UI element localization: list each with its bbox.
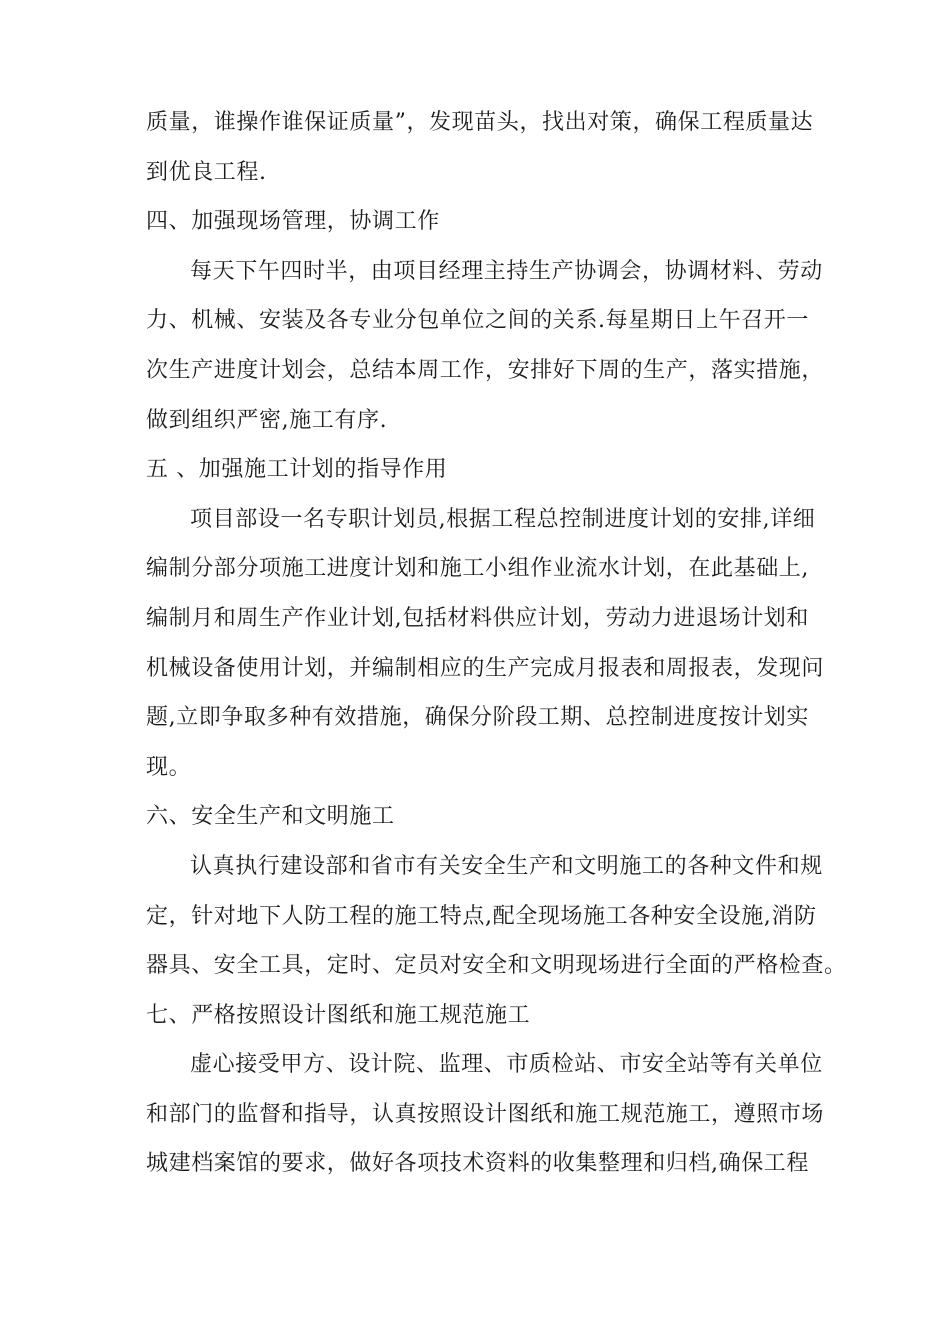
- text-line: 器具、安全工具，定时、定员对安全和文明现场进行全面的严格检查。: [146, 953, 847, 979]
- section-heading: 六、安全生产和文明施工: [146, 804, 395, 830]
- text-line: 做到组织严密,施工有序.: [146, 407, 388, 433]
- paragraph-first-line: 每天下午四时半，由项目经理主持生产协调会，协调材料、劳动: [190, 258, 823, 284]
- text-line: 质量，谁操作谁保证质量”，发现苗头，找出对策，确保工程质量达: [146, 110, 814, 135]
- paragraph-first-line: 虚心接受甲方、设计院、监理、市质检站、市安全站等有关单位: [190, 1052, 823, 1078]
- section-heading: 四、加强现场管理，协调工作: [146, 209, 440, 235]
- paragraph-first-line: 项目部设一名专职计划员,根据工程总控制进度计划的安排,详细: [190, 506, 816, 532]
- text-line: 题,立即争取多种有效措施，确保分阶段工期、总控制进度按计划实: [146, 705, 809, 731]
- text-line: 编制分部分项施工进度计划和施工小组作业流水计划，在此基础上,: [146, 556, 809, 582]
- section-heading: 七、严格按照设计图纸和施工规范施工: [146, 1002, 531, 1028]
- text-line: 到优良工程.: [146, 159, 267, 185]
- text-line: 和部门的监督和指导，认真按照设计图纸和施工规范施工，遵照市场: [146, 1101, 825, 1127]
- text-line: 次生产进度计划会，总结本周工作，安排好下周的生产，落实措施，: [146, 357, 825, 383]
- text-line: 编制月和周生产作业计划,包括材料供应计划，劳动力进退场计划和: [146, 605, 809, 631]
- text-line: 城建档案馆的要求，做好各项技术资料的收集整理和归档,确保工程: [146, 1151, 809, 1177]
- text-line: 力、机械、安装及各专业分包单位之间的关系.每星期日上午召开一: [146, 308, 809, 334]
- text-line: 定，针对地下人防工程的施工特点,配全现场施工各种安全设施,消防: [146, 903, 817, 929]
- text-line: 现。: [146, 754, 192, 780]
- paragraph-first-line: 认真执行建设部和省市有关安全生产和文明施工的各种文件和规: [190, 853, 823, 879]
- section-heading: 五 、加强施工计划的指导作用: [146, 457, 448, 483]
- document-body: [146, 98, 847, 1189]
- text-line: 机械设备使用计划，并编制相应的生产完成月报表和周报表，发现问: [146, 655, 825, 681]
